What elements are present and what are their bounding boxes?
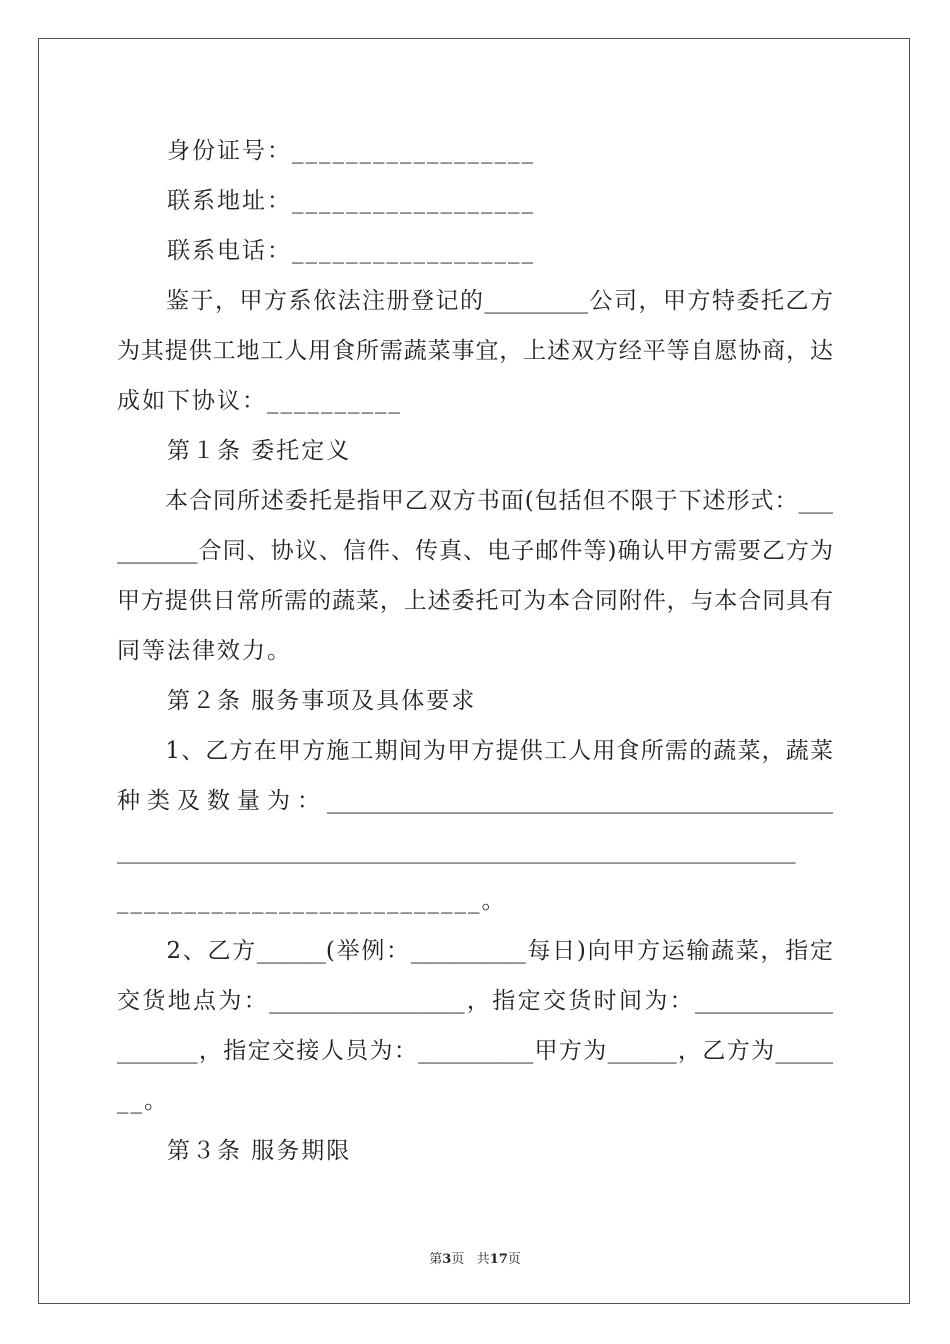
footer-total-suffix: 页: [507, 1252, 521, 1267]
section-heading: 第１条 委托定义: [117, 438, 352, 464]
text-line: 联系电话：__________________: [117, 238, 535, 264]
text-line: 联系地址：__________________: [117, 188, 535, 214]
footer-page-suffix: 页: [451, 1252, 465, 1267]
text-line: 种类及数量为：____________________________________________: [117, 788, 833, 814]
footer-total-prefix: 共: [476, 1252, 490, 1267]
page-number: 3: [442, 1252, 452, 1267]
text-line: ___________________________________________________________: [117, 838, 796, 864]
page-footer: [0, 1248, 950, 1267]
page-total: 17: [489, 1252, 508, 1267]
section-heading: 第２条 服务事项及具体要求: [117, 688, 477, 714]
text-line: __。: [117, 1088, 169, 1114]
text-line: _______合同、协议、信件、传真、电子邮件等)确认甲方需要乙方为: [117, 538, 833, 564]
text-line: 2、乙方______(举例：__________每日)向甲方运输蔬菜，指定: [117, 938, 833, 964]
text-line: 交货地点为：_________________，指定交货时间为：____________: [117, 988, 833, 1014]
text-line: 同等法律效力。: [117, 638, 292, 664]
text-line: 身份证号：__________________: [117, 138, 535, 164]
text-line: 鉴于，甲方系依法注册登记的_________公司，甲方特委托乙方: [117, 288, 833, 314]
text-line: 甲方提供日常所需的蔬菜，上述委托可为本合同附件，与本合同具有: [117, 588, 833, 614]
text-line: 本合同所述委托是指甲乙双方书面(包括但不限于下述形式：___: [117, 488, 833, 514]
text-line: _______，指定交接人员为：__________甲方为______，乙方为_____: [117, 1038, 833, 1064]
text-line: 为其提供工地工人用食所需蔬菜事宜，上述双方经平等自愿协商，达: [117, 338, 833, 364]
text-line: 1、乙方在甲方施工期间为甲方提供工人用食所需的蔬菜，蔬菜: [117, 738, 833, 764]
text-line: ___________________________。: [117, 888, 507, 914]
section-heading: 第３条 服务期限: [117, 1138, 352, 1164]
text-line: 成如下协议：__________: [117, 388, 402, 414]
footer-prefix: 第: [429, 1252, 443, 1267]
